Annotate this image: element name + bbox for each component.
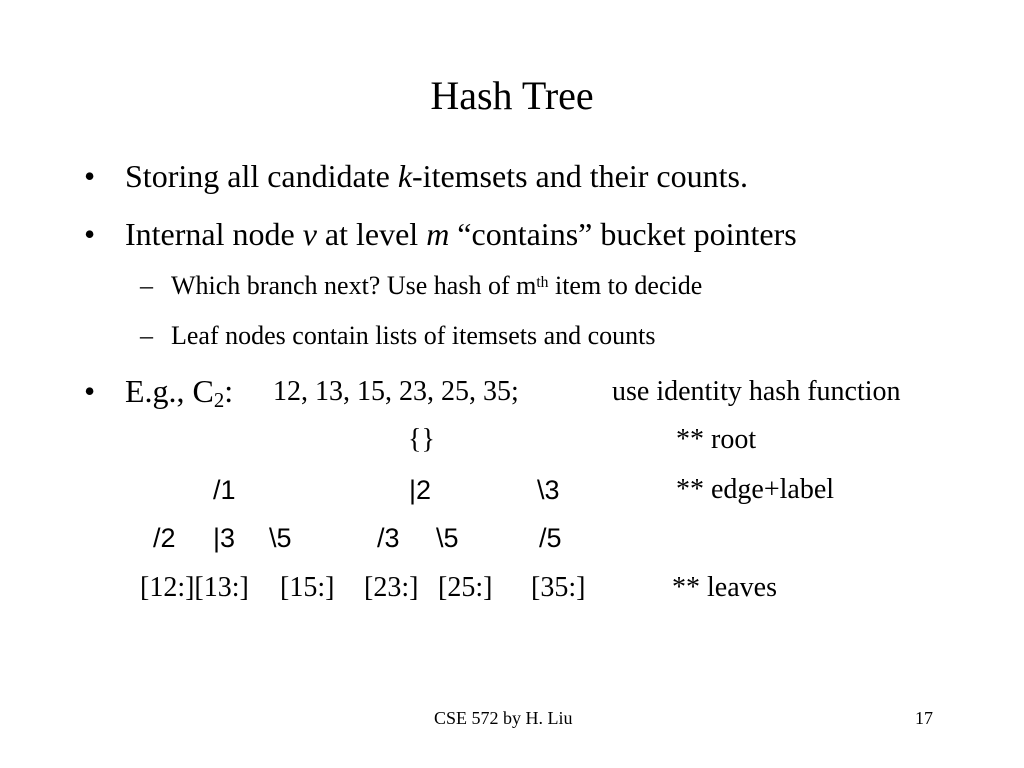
subbullet-dash: –: [140, 321, 153, 350]
tree-edge-3: \3: [537, 475, 560, 505]
tree-leaf-35: [35:]: [531, 572, 586, 603]
italic-v: v: [302, 216, 317, 252]
example-hash-note: use identity hash function: [612, 376, 901, 407]
bullet-example: [125, 371, 233, 411]
bullet-marker: •: [84, 373, 96, 409]
tree-leaf-23: [23:]: [364, 572, 419, 603]
tree-edge-1-3: |3: [213, 523, 236, 553]
tree-leaf-12-13: [12:][13:]: [140, 572, 249, 603]
tree-root-comment: ** root: [676, 424, 757, 455]
subbullet-which-branch: [171, 270, 702, 302]
italic-m: m: [426, 216, 450, 252]
footer-page-number: 17: [915, 708, 933, 728]
slide-title: Hash Tree: [430, 73, 594, 118]
tree-root: {}: [408, 424, 435, 455]
tree-edge-1-2: /2: [153, 523, 176, 553]
bullet-storing-itemsets: [125, 156, 748, 196]
example-itemsets: 12, 13, 15, 23, 25, 35;: [273, 376, 519, 407]
bullet-text-post: “contains” bucket pointers: [449, 216, 797, 252]
bullet-internal-node: [125, 214, 797, 254]
subbullet-leaf-nodes: Leaf nodes contain lists of itemsets and counts: [171, 321, 656, 350]
tree-edge-1-5: \5: [269, 523, 292, 553]
bullet-marker: •: [84, 158, 96, 194]
tree-edge-2-3: /3: [377, 523, 400, 553]
tree-edge-comment: ** edge+label: [676, 474, 835, 505]
bullet-text-pre: Internal node: [125, 216, 303, 252]
tree-edge-2-5: \5: [436, 523, 459, 553]
subbullet-text-pre: Which branch next? Use hash of m: [171, 271, 537, 300]
subbullet-text-post: item to decide: [548, 271, 703, 300]
footer-course: CSE 572 by H. Liu: [434, 708, 573, 728]
subbullet-dash: –: [140, 271, 153, 300]
bullet-text-post: -itemsets and their counts.: [412, 158, 748, 194]
tree-edge-2: |2: [409, 475, 432, 505]
italic-k: k: [397, 158, 413, 194]
tree-leaf-25: [25:]: [438, 572, 493, 603]
example-label: E.g., C: [125, 373, 214, 409]
bullet-marker: •: [84, 216, 96, 252]
subscript-2: 2: [213, 389, 225, 413]
bullet-text-pre: Storing all candidate: [125, 158, 398, 194]
tree-leaves-comment: ** leaves: [672, 572, 777, 603]
tree-leaf-15: [15:]: [280, 572, 335, 603]
superscript-th: th: [536, 273, 549, 291]
tree-edge-1: /1: [213, 475, 236, 505]
tree-edge-3-5: /5: [539, 523, 562, 553]
bullet-text-mid: at level: [316, 216, 427, 252]
example-colon: :: [224, 373, 234, 409]
